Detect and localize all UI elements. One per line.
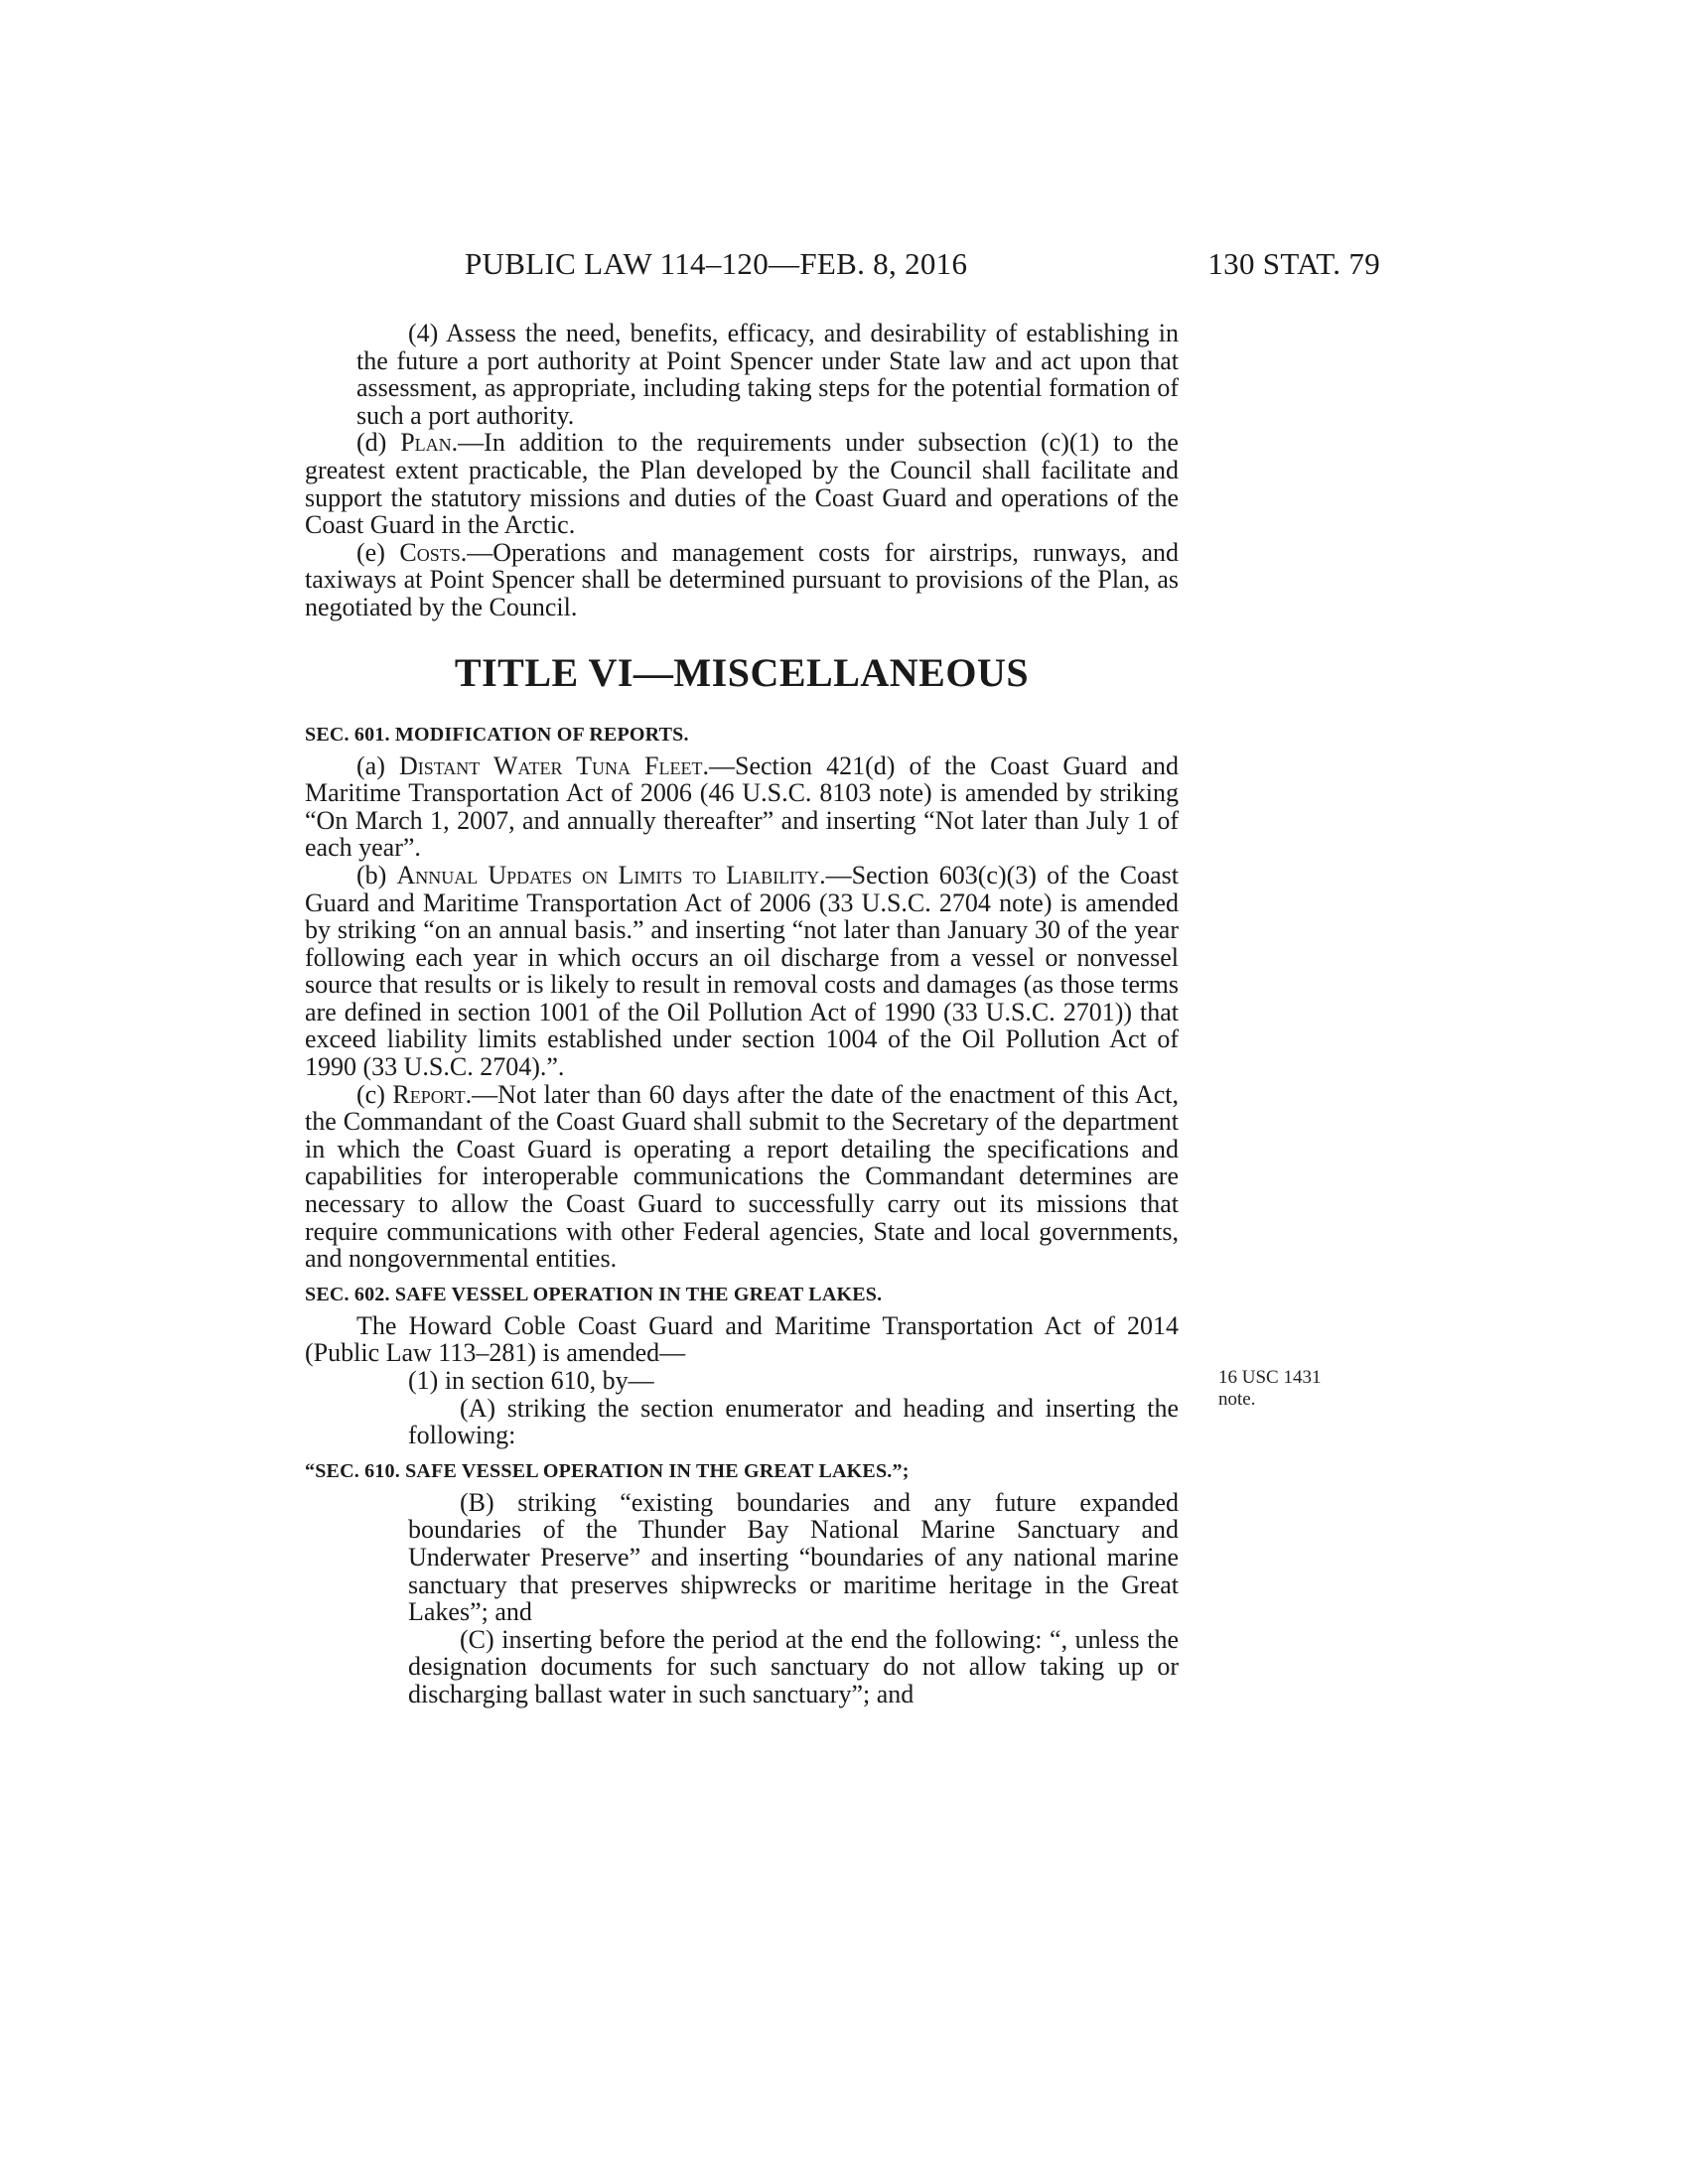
- paragraph-601b-label: (b): [356, 860, 397, 889]
- paragraph-601c-text: .—Not later than 60 days after the date of the enactment of this Act, the Commandant of the Coast Guard shall submit to the Secretary of the department in which the Coast Guard is operating a report detailing the specifications and capabilities for interoperable communications the Commandant determines are necessary to allow the Coast Guard to successfully carry out its missions that require communications with other Federal agencies, State and local governments, and nongovernmental entities.: [305, 1079, 1179, 1274]
- section-610-heading: “SEC. 610. SAFE VESSEL OPERATION IN THE GREAT LAKES.”;: [305, 1459, 910, 1482]
- paragraph-e-text: .—Operations and management costs for airstrips, runways, and taxiways at Point Spencer shall be determined pursuant to provisions of the Plan, as negotiated by the Council.: [305, 537, 1179, 621]
- paragraph-601b: [305, 862, 1179, 1081]
- section-601-heading: SEC. 601. MODIFICATION OF REPORTS.: [305, 723, 689, 746]
- paragraph-602-C: (C) inserting before the period at the end the following: “, unless the designation documents for such sanctuary do not allow taking up or discharging ballast water in such sanctuary”; and: [408, 1624, 1179, 1708]
- paragraph-602-1: (1) in section 610, by—: [408, 1366, 654, 1395]
- paragraph-601c: [305, 1081, 1179, 1273]
- paragraph-e: [305, 539, 1179, 621]
- page-number: 130 STAT. 79: [1207, 246, 1380, 281]
- paragraph-602-B: (B) striking “existing boundaries and any future expanded boundaries of the Thunder Bay National Marine Sanctuary and Underwater Preserve” and inserting “boundaries of any national marine sanctuary that preserves shipwrecks or maritime heritage in the Great Lakes”; and: [408, 1487, 1179, 1627]
- paragraph-601b-text: .—Section 603(c)(3) of the Coast Guard and Maritime Transportation Act of 2006 (33 U.S.C. 2704 note) is amended by striking “on an annual basis.” and inserting “not later than January 30 of the year following each year in which occurs an oil discharge from a vessel or nonvessel source that results or is likely to result in removal costs and damages (as those terms are defined in section 1001 of the Oil Pollution Act of 1990 (33 U.S.C. 2701)) that exceed liability limits established under section 1004 of the Oil Pollution Act of 1990 (33 U.S.C. 2704).”.: [305, 860, 1180, 1082]
- paragraph-602-A: (A) striking the section enumerator and heading and inserting the following:: [408, 1393, 1179, 1450]
- paragraph-d-label: (d): [356, 428, 401, 458]
- document-body: [305, 319, 1322, 1708]
- running-head: PUBLIC LAW 114–120—FEB. 8, 2016: [465, 246, 968, 281]
- paragraph-601a-label: (a): [356, 751, 399, 780]
- paragraph-d-caption: Plan: [400, 428, 452, 458]
- paragraph-e-label: (e): [356, 537, 400, 567]
- margin-note: 16 USC 1431 note.: [1218, 1367, 1322, 1410]
- paragraph-601a: [305, 752, 1179, 862]
- title-heading: TITLE VI—MISCELLANEOUS: [454, 649, 1030, 695]
- paragraph-601c-caption: Report: [392, 1079, 466, 1109]
- paragraph-d-text: .—In addition to the requirements under subsection (c)(1) to the greatest extent practicable, the Plan developed by the Council shall facilitate and support the statutory missions and duties of the Coast Guard and operations of the Coast Guard in the Arctic.: [305, 428, 1179, 540]
- page-header: [298, 246, 1380, 286]
- paragraph-602-intro: The Howard Coble Coast Guard and Maritime Transportation Act of 2014 (Public Law 113–281) is amended—: [305, 1310, 1179, 1368]
- section-602-heading: SEC. 602. SAFE VESSEL OPERATION IN THE GREAT LAKES.: [305, 1283, 883, 1305]
- paragraph-e-caption: Costs: [399, 537, 461, 567]
- paragraph-602-1-group: [305, 1366, 1322, 1410]
- paragraph-601b-caption: Annual Updates on Limits to Liability: [396, 860, 820, 889]
- paragraph-601c-label: (c): [356, 1079, 393, 1109]
- paragraph-601a-caption: Distant Water Tuna Fleet: [398, 751, 703, 780]
- paragraph-601a-text: .—Section 421(d) of the Coast Guard and Maritime Transportation Act of 2006 (46 U.S.C. 8103 note) is amended by striking “On March 1, 2007, and annually thereafter” and inserting “Not later than July 1 of each year”.: [305, 751, 1180, 863]
- paragraph-d: [305, 429, 1179, 538]
- paragraph-c4: (4) Assess the need, benefits, efficacy, and desirability of establishing in the future a port authority at Point Spencer under State law and act upon that assessment, as appropriate, including taking steps for the potential formation of such a port authority.: [356, 319, 1179, 430]
